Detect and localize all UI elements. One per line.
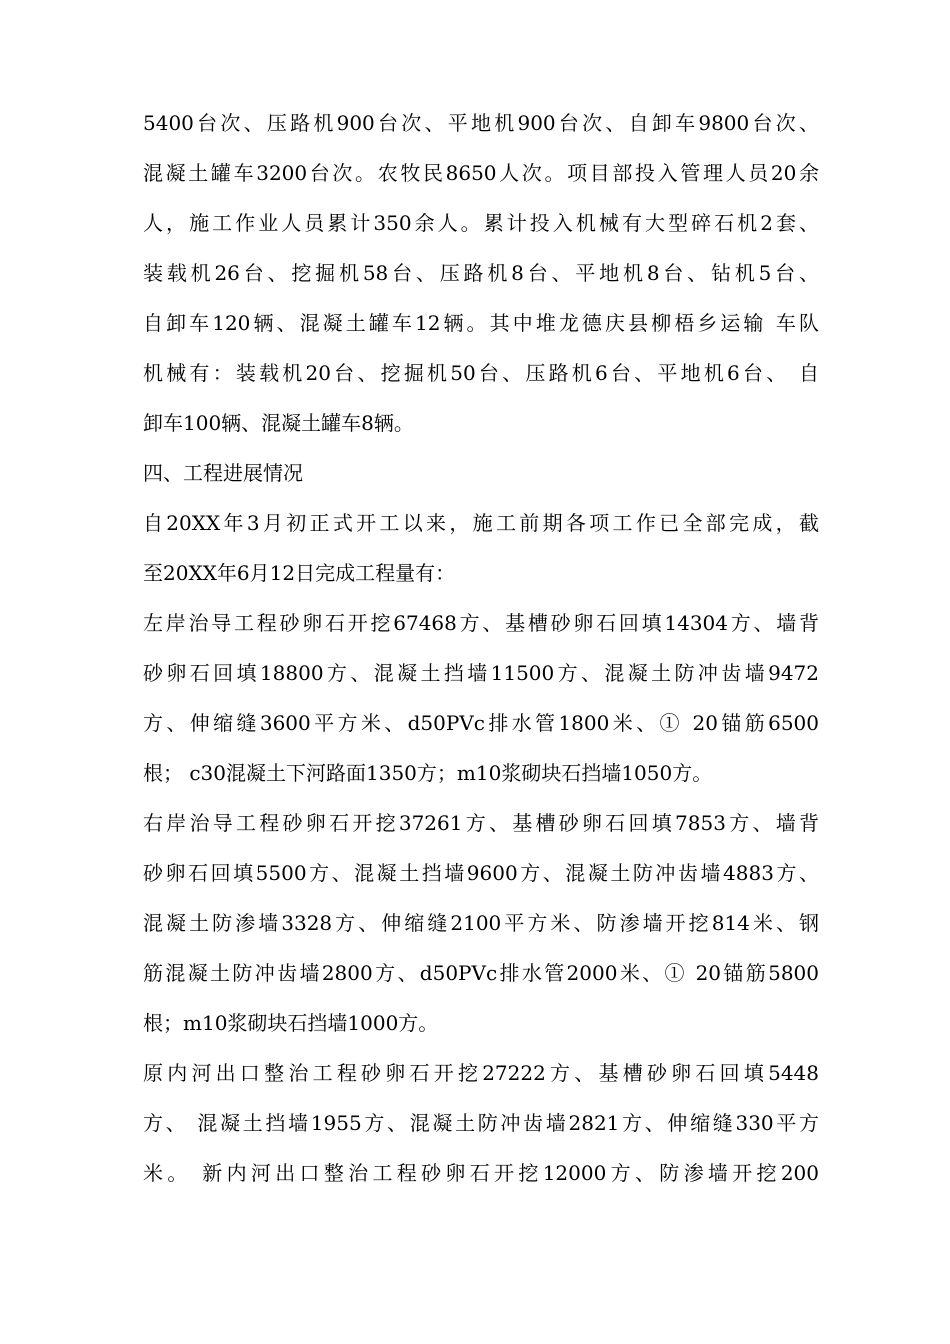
- text-line: 至20XX年6月12日完成工程量有：: [143, 561, 456, 585]
- text-line: 5400台次、压路机900台次、平地机900台次、自卸车9800台次、: [143, 111, 819, 135]
- text-line: 砂卵石回填18800方、混凝土挡墙11500方、混凝土防冲齿墙9472: [143, 661, 819, 685]
- text-line: 根；m10浆砌块石挡墙1000方。: [143, 1011, 439, 1035]
- text-line: 筋混凝土防冲齿墙2800方、d50PVc排水管2000米、① 20锚筋5800: [143, 961, 819, 985]
- text-line: 装载机26台、挖掘机58台、压路机8台、平地机8台、钻机5台、: [143, 261, 819, 285]
- text-line: 砂卵石回填5500方、混凝土挡墙9600方、混凝土防冲齿墙4883方、: [143, 861, 819, 885]
- text-line: 混凝土罐车3200台次。农牧民8650人次。项目部投入管理人员20余: [143, 161, 819, 185]
- text-line: 卸车100辆、混凝土罐车8辆。: [143, 411, 414, 435]
- document-body: [143, 98, 819, 1198]
- text-line: 方、伸缩缝3600平方米、d50PVc排水管1800米、① 20锚筋6500: [143, 711, 819, 735]
- text-line: 人，施工作业人员累计350余人。累计投入机械有大型碎石机2套、: [143, 211, 819, 235]
- text-line: 米。 新内河出口整治工程砂卵石开挖12000方、防渗墙开挖200: [143, 1161, 819, 1185]
- text-line: 右岸治导工程砂卵石开挖37261方、基槽砂卵石回填7853方、墙背: [143, 811, 819, 835]
- text-line: 机械有：装载机20台、挖掘机50台、压路机6台、平地机6台、 自: [143, 361, 819, 385]
- text-line: 自20XX年3月初正式开工以来，施工前期各项工作已全部完成，截: [143, 511, 819, 535]
- text-line: 根； c30混凝土下河路面1350方；m10浆砌块石挡墙1050方。: [143, 761, 713, 785]
- text-line: 自卸车120辆、混凝土罐车12辆。其中堆龙德庆县柳梧乡运输 车队: [143, 311, 819, 335]
- text-line: 方、 混凝土挡墙1955方、混凝土防冲齿墙2821方、伸缩缝330平方: [143, 1111, 819, 1135]
- text-line: 原内河出口整治工程砂卵石开挖27222方、基槽砂卵石回填5448: [143, 1061, 819, 1085]
- text-line: 混凝土防渗墙3328方、伸缩缝2100平方米、防渗墙开挖814米、钢: [143, 911, 819, 935]
- text-line: 左岸治导工程砂卵石开挖67468方、基槽砂卵石回填14304方、墙背: [143, 611, 819, 635]
- section-heading: 四、工程进展情况: [143, 461, 303, 485]
